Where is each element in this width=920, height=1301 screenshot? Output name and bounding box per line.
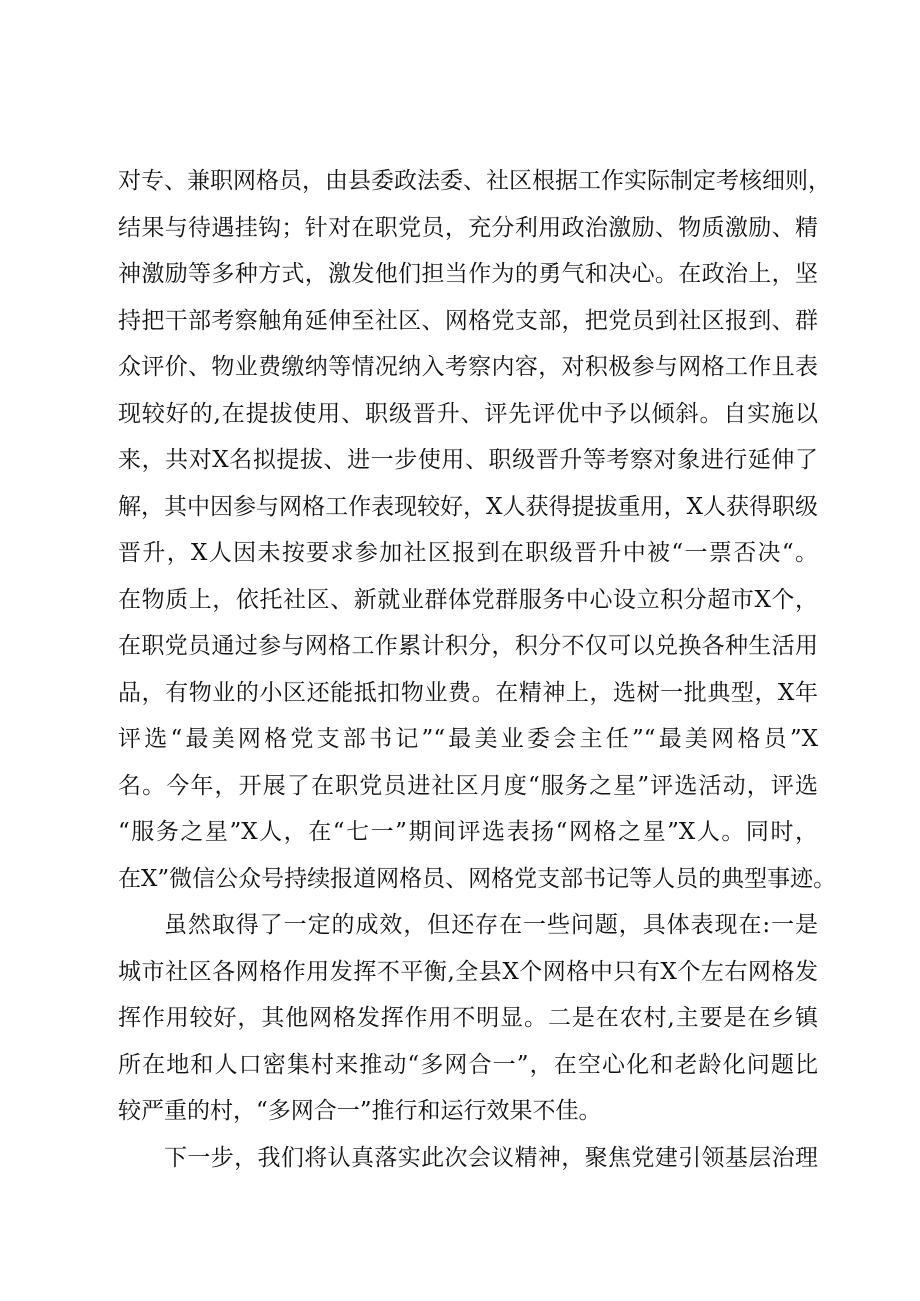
text-line: 结果与待遇挂钩；针对在职党员，充分利用政治激励、物质激励、精 <box>118 214 818 241</box>
text-line: 对专、兼职网格员，由县委政法委、社区根据工作实际制定考核细则， <box>118 168 831 194</box>
text-line: 下一步，我们将认真落实此次会议精神，聚焦党建引领基层治理 <box>164 1144 818 1171</box>
text-line: 来，共对X名拟提拔、进一步使用、职级晋升等考察对象进行延伸了 <box>118 447 818 473</box>
text-line: 神激励等多种方式，激发他们担当作为的勇气和决心。在政治上，坚 <box>118 261 818 287</box>
text-line: 在职党员通过参与网格工作累计积分，积分不仅可以兑换各种生活用 <box>118 633 818 659</box>
text-line: 名。今年，开展了在职党员进社区月度“服务之星”评选活动，评选 <box>118 772 818 799</box>
text-line: 所在地和人口密集村来推动“多网合一”，在空心化和老龄化问题比 <box>118 1051 818 1078</box>
paragraph-next-steps <box>118 1135 818 1182</box>
text-line: 晋升，X人因未按要求参加社区报到在职级晋升中被“一票否决“。 <box>118 540 818 566</box>
text-line: 在物质上，依托社区、新就业群体党群服务中心设立积分超市X个， <box>118 586 818 613</box>
paragraph-problems <box>118 902 818 1135</box>
text-line: 挥作用较好，其他网格发挥作用不明显。二是在农村,主要是在乡镇 <box>118 1005 818 1031</box>
text-line: 虽然取得了一定的成效，但还存在一些问题，具体表现在:一是 <box>164 912 818 938</box>
text-line: “服务之星”X人，在“七一”期间评选表扬“网格之星”X人。同时， <box>118 819 818 845</box>
paragraph-incentives <box>118 158 837 902</box>
text-line: 较严重的村，“多网合一”推行和运行效果不佳。 <box>118 1098 602 1124</box>
text-line: 众评价、物业费缴纳等情况纳入考察内容，对积极参与网格工作且表 <box>118 354 818 380</box>
document-body <box>118 158 837 1181</box>
text-line: 解，其中因参与网格工作表现较好，X人获得提拔重用，X人获得职级 <box>118 493 818 520</box>
text-line: 品，有物业的小区还能抵扣物业费。在精神上，选树一批典型，X年 <box>118 679 818 706</box>
text-line: 现较好的,在提拔使用、职级晋升、评先评优中予以倾斜。自实施以 <box>118 400 818 427</box>
text-line: 在X”微信公众号持续报道网格员、网格党支部书记等人员的典型事迹。 <box>118 865 837 892</box>
text-line: 持把干部考察触角延伸至社区、网格党支部，把党员到社区报到、群 <box>118 307 818 334</box>
text-line: 城市社区各网格作用发挥不平衡,全县X个网格中只有X个左右网格发 <box>118 958 818 985</box>
text-line: 评选“最美网格党支部书记”“最美业委会主任”“最美网格员”X <box>118 726 818 752</box>
